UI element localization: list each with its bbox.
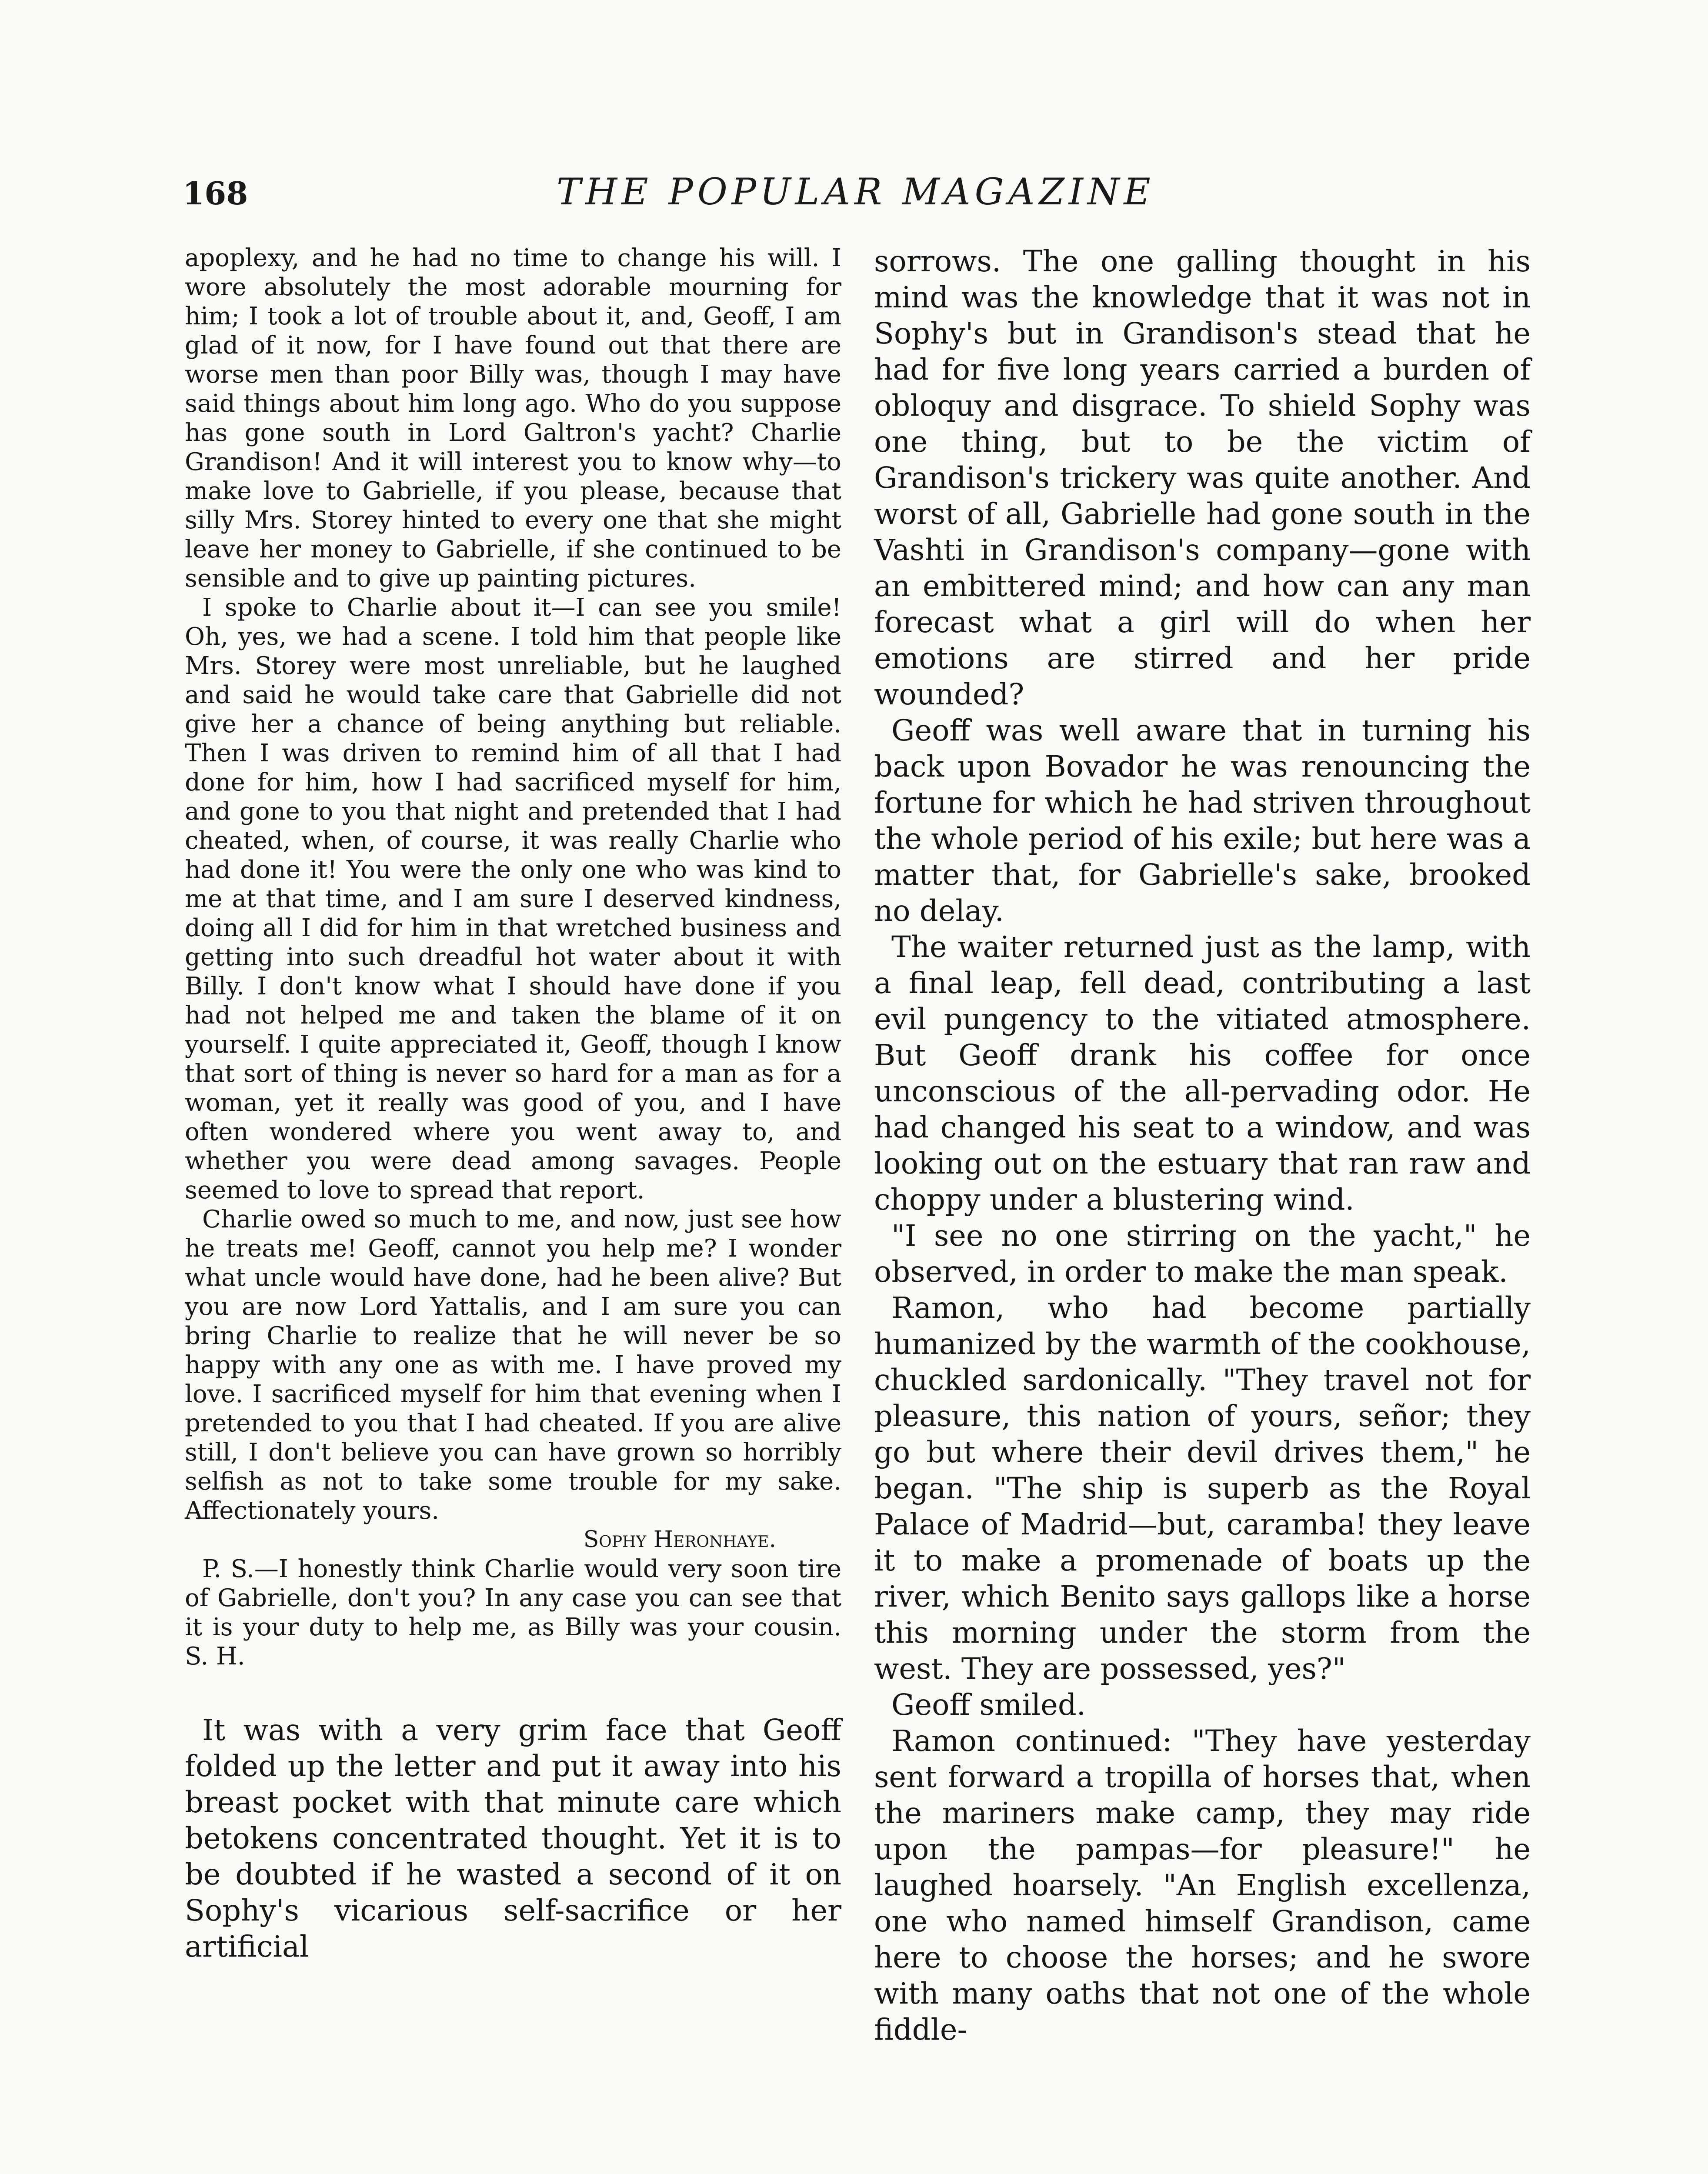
letter-signature: Sophy Heronhaye.	[583, 1527, 776, 1553]
narrative-paragraph: The waiter returned just as the lamp, with a final leap, fell dead, contributing a last evil pungency to the vitiated atmosphere. But Geoff drank his coffee for once unconscious of the all-pervading odor. He had changed his seat to a window, and was looking out on the estuary that ran raw and choppy under a blustering wind.	[874, 930, 1531, 1217]
page-header	[183, 162, 1509, 223]
letter-postscript: P. S.—I honestly think Charlie would very soon tire of Gabrielle, don't you? In any case you can see that it is your duty to help me, as Billy was your cousin. S. H.	[185, 1555, 841, 1671]
left-column	[185, 243, 841, 1965]
letter-paragraph: Charlie owed so much to me, and now, just see how he treats me! Geoff, cannot you help me? I wonder what uncle would have done, had he been alive? But you are now Lord Yattalis, and I am sure you can bring Charlie to realize that he will never be so happy with any one as with me. I have proved my love. I sacrificed myself for him that evening when I pretended to you that I had cheated. If you are alive still, I don't believe you can have grown so horribly selfish as not to take some trouble for my sake. Affectionately yours.	[185, 1205, 841, 1525]
narrative-paragraph: Geoff smiled.	[891, 1688, 1086, 1722]
narrative-paragraph: Ramon continued: "They have yesterday sent forward a tropilla of horses that, when the mariners make camp, they may ride upon the pampas—for pleasure!" he laughed hoarsely. "An English excellenza, one who named himself Grandison, came here to choose the horses; and he swore with many oaths that not one of the whole fiddle-	[874, 1724, 1531, 2047]
letter-paragraph: I spoke to Charlie about it—I can see you smile! Oh, yes, we had a scene. I told him that people like Mrs. Storey were most unreliable, but he laughed and said he would take care that Gabrielle did not give her a chance of being anything but reliable. Then I was driven to remind him of all that I had done for him, how I had sacrificed myself for him, and gone to you that night and pretended that I had cheated, when, of course, it was really Charlie who had done it! You were the only one who was kind to me at that time, and I am sure I deserved kindness, doing all I did for him in that wretched business and getting into such dreadful hot water about it with Billy. I don't know what I should have done if you had not helped me and taken the blame of it on yourself. I quite appreciated it, Geoff, though I know that sort of thing is never so hard for a man as for a woman, yet it really was good of you, and I have often wondered where you went away to, and whether you were dead among savages. People seemed to love to spread that report.	[185, 594, 841, 1204]
letter-paragraph: apoplexy, and he had no time to change his will. I wore absolutely the most adorable mourning for him; I took a lot of trouble about it, and, Geoff, I am glad of it now, for I have found out that there are worse men than poor Billy was, though I may have said things about him long ago. Who do you suppose has gone south in Lord Galtron's yacht? Charlie Grandison! And it will interest you to know why—to make love to Gabrielle, if you please, because that silly Mrs. Storey hinted to every one that she might leave her money to Gabrielle, if she continued to be sensible and to give up painting pictures.	[185, 244, 841, 593]
narrative-paragraph: sorrows. The one galling thought in his mind was the knowledge that it was not in Sophy's but in Grandison's stead that he had for five long years carried a burden of obloquy and disgrace. To shield Sophy was one thing, but to be the victim of Grandison's trickery was quite another. And worst of all, Gabrielle had gone south in the Vashti in Grandison's company—gone with an embittered mind; and how can any man forecast what a girl will do when her emotions are stirred and her pride wounded?	[874, 244, 1531, 711]
right-column	[874, 243, 1531, 2048]
narrative-paragraph: "I see no one stirring on the yacht," he observed, in order to make the man speak.	[874, 1219, 1531, 1289]
narrative-paragraph: Geoff was well aware that in turning his back upon Bovador he was renouncing the fortune for which he had striven throughout the whole period of his exile; but here was a matter that, for Gabrielle's sake, brooked no delay.	[874, 714, 1531, 928]
narrative-text	[185, 1712, 841, 1965]
narrative-paragraph: It was with a very grim face that Geoff folded up the letter and put it away into his breast pocket with that minute care which betokens concentrated thought. Yet it is to be doubted if he wasted a second of it on Sophy's vicarious self-sacrifice or her artificial	[185, 1713, 841, 1964]
narrative-text	[874, 243, 1531, 2048]
running-title: THE POPULAR MAGAZINE	[557, 170, 1155, 213]
letter-text	[185, 243, 841, 1671]
page-number: 168	[183, 175, 248, 212]
narrative-paragraph: Ramon, who had become partially humanized by the warmth of the cookhouse, chuckled sardonically. "They travel not for pleasure, this nation of yours, señor; they go but where their devil drives them," he began. "The ship is superb as the Royal Palace of Madrid—but, caramba! they leave it to make a promenade of boats up the river, which Benito says gallops like a horse this morning under the storm from the west. They are possessed, yes?"	[874, 1291, 1531, 1686]
